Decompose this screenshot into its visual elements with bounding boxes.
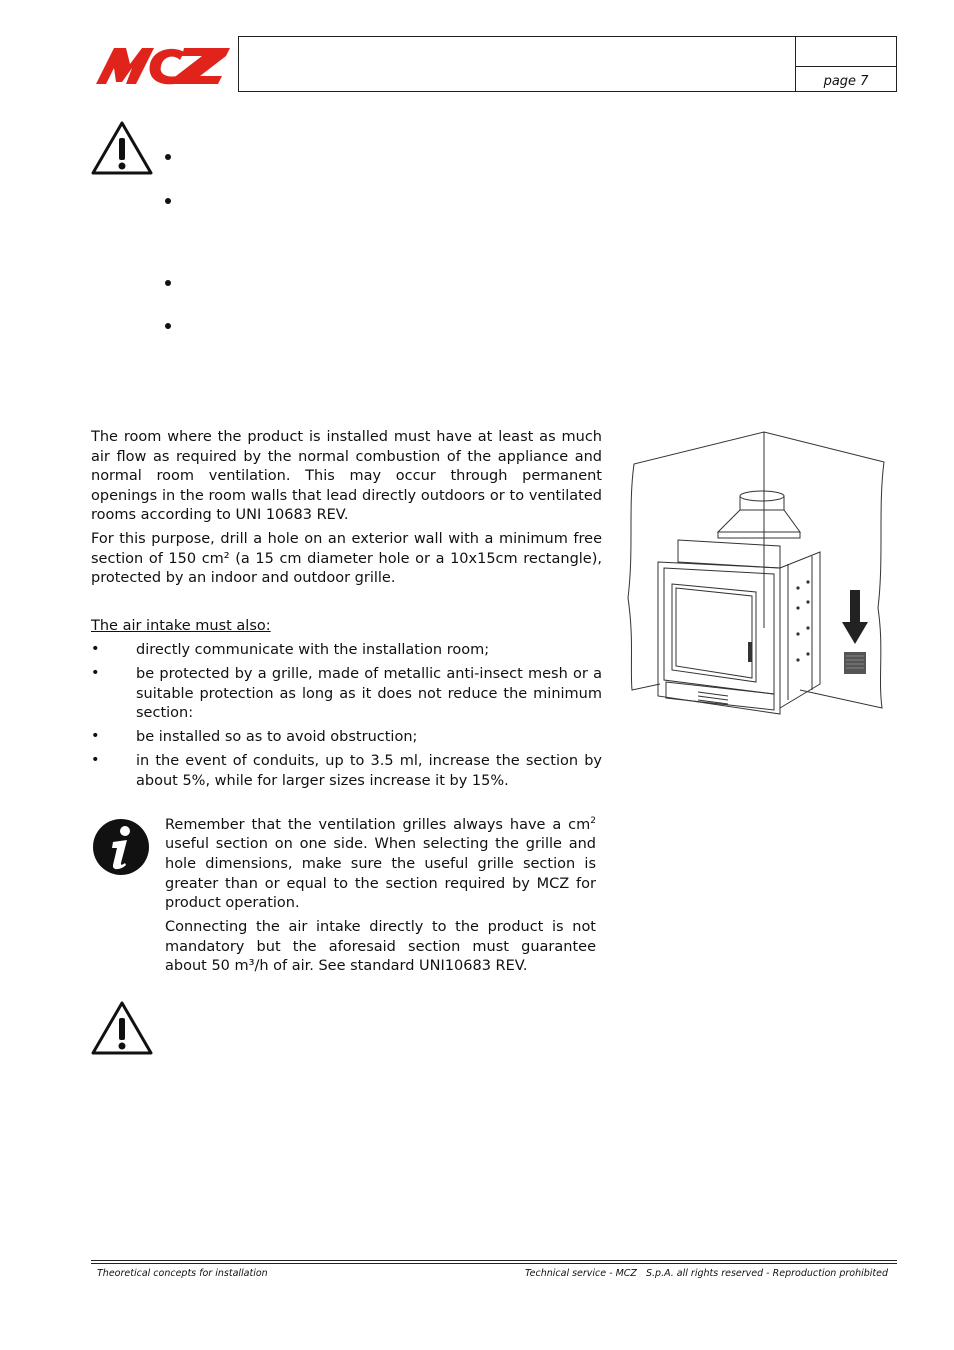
info-circle-icon xyxy=(92,818,150,876)
footer-right-text: Technical service - MCZ S.p.A. all rights reserved - Reproduction prohibited xyxy=(525,1268,888,1279)
footer-left-text: Theoretical concepts for installation xyxy=(97,1268,268,1279)
list-bullet: • xyxy=(91,752,100,768)
list-item: be protected by a grille, made of metallic anti-insect mesh or a suitable protection as long as it does not reduce the minimum section: xyxy=(136,666,602,722)
warning-triangle-icon xyxy=(90,1000,154,1056)
header-divider xyxy=(795,66,897,67)
arrow-down-icon xyxy=(842,590,868,644)
page-number: page 7 xyxy=(823,74,869,89)
paragraph-drill-hole: For this purpose, drill a hole on an exterior wall with a minimum free section of 150 cm² (a 15 cm diameter hole or a 10x15cm rectangle), protected by an indoor and outdoor grille. xyxy=(91,531,602,587)
footer-rule xyxy=(91,1263,897,1264)
bullet-dot xyxy=(165,154,171,160)
grille-icon xyxy=(844,652,866,674)
bullet-dot xyxy=(165,280,171,286)
list-heading: The air intake must also: xyxy=(91,618,271,634)
mcz-logo xyxy=(92,46,232,86)
fireplace-installation-illustration xyxy=(620,428,888,728)
bullet-dot xyxy=(165,323,171,329)
footer-rule xyxy=(91,1260,897,1261)
list-item: directly communicate with the installation room; xyxy=(136,642,490,658)
warning-triangle-icon xyxy=(90,120,154,176)
bullet-dot xyxy=(165,198,171,204)
list-bullet: • xyxy=(91,728,100,744)
info-note-paragraph: Remember that the ventilation grilles always have a $cm^2$ useful section on one side. When selecting the grille and hole dimensions, make sure the useful grille section is greater than or equal to the section required by MCZ for product operation. xyxy=(165,816,596,912)
list-item: be installed so as to avoid obstruction; xyxy=(136,729,418,745)
list-item: in the event of conduits, up to 3.5 ml, increase the section by about 5%, while for larger sizes increase it by 15%. xyxy=(136,753,602,789)
info-note-paragraph: Connecting the air intake directly to the product is not mandatory but the aforesaid section must guarantee about 50 m³/h of air. See standard UNI10683 REV. xyxy=(165,919,596,975)
list-bullet: • xyxy=(91,665,100,681)
paragraph-room-airflow: The room where the product is installed must have at least as much air flow as required by the normal combustion of the appliance and normal room ventilation. This may occur through permanent openings in the room walls that lead directly outdoors or to ventilated rooms according to UNI 10683 REV. xyxy=(91,429,602,524)
list-bullet: • xyxy=(91,641,100,657)
